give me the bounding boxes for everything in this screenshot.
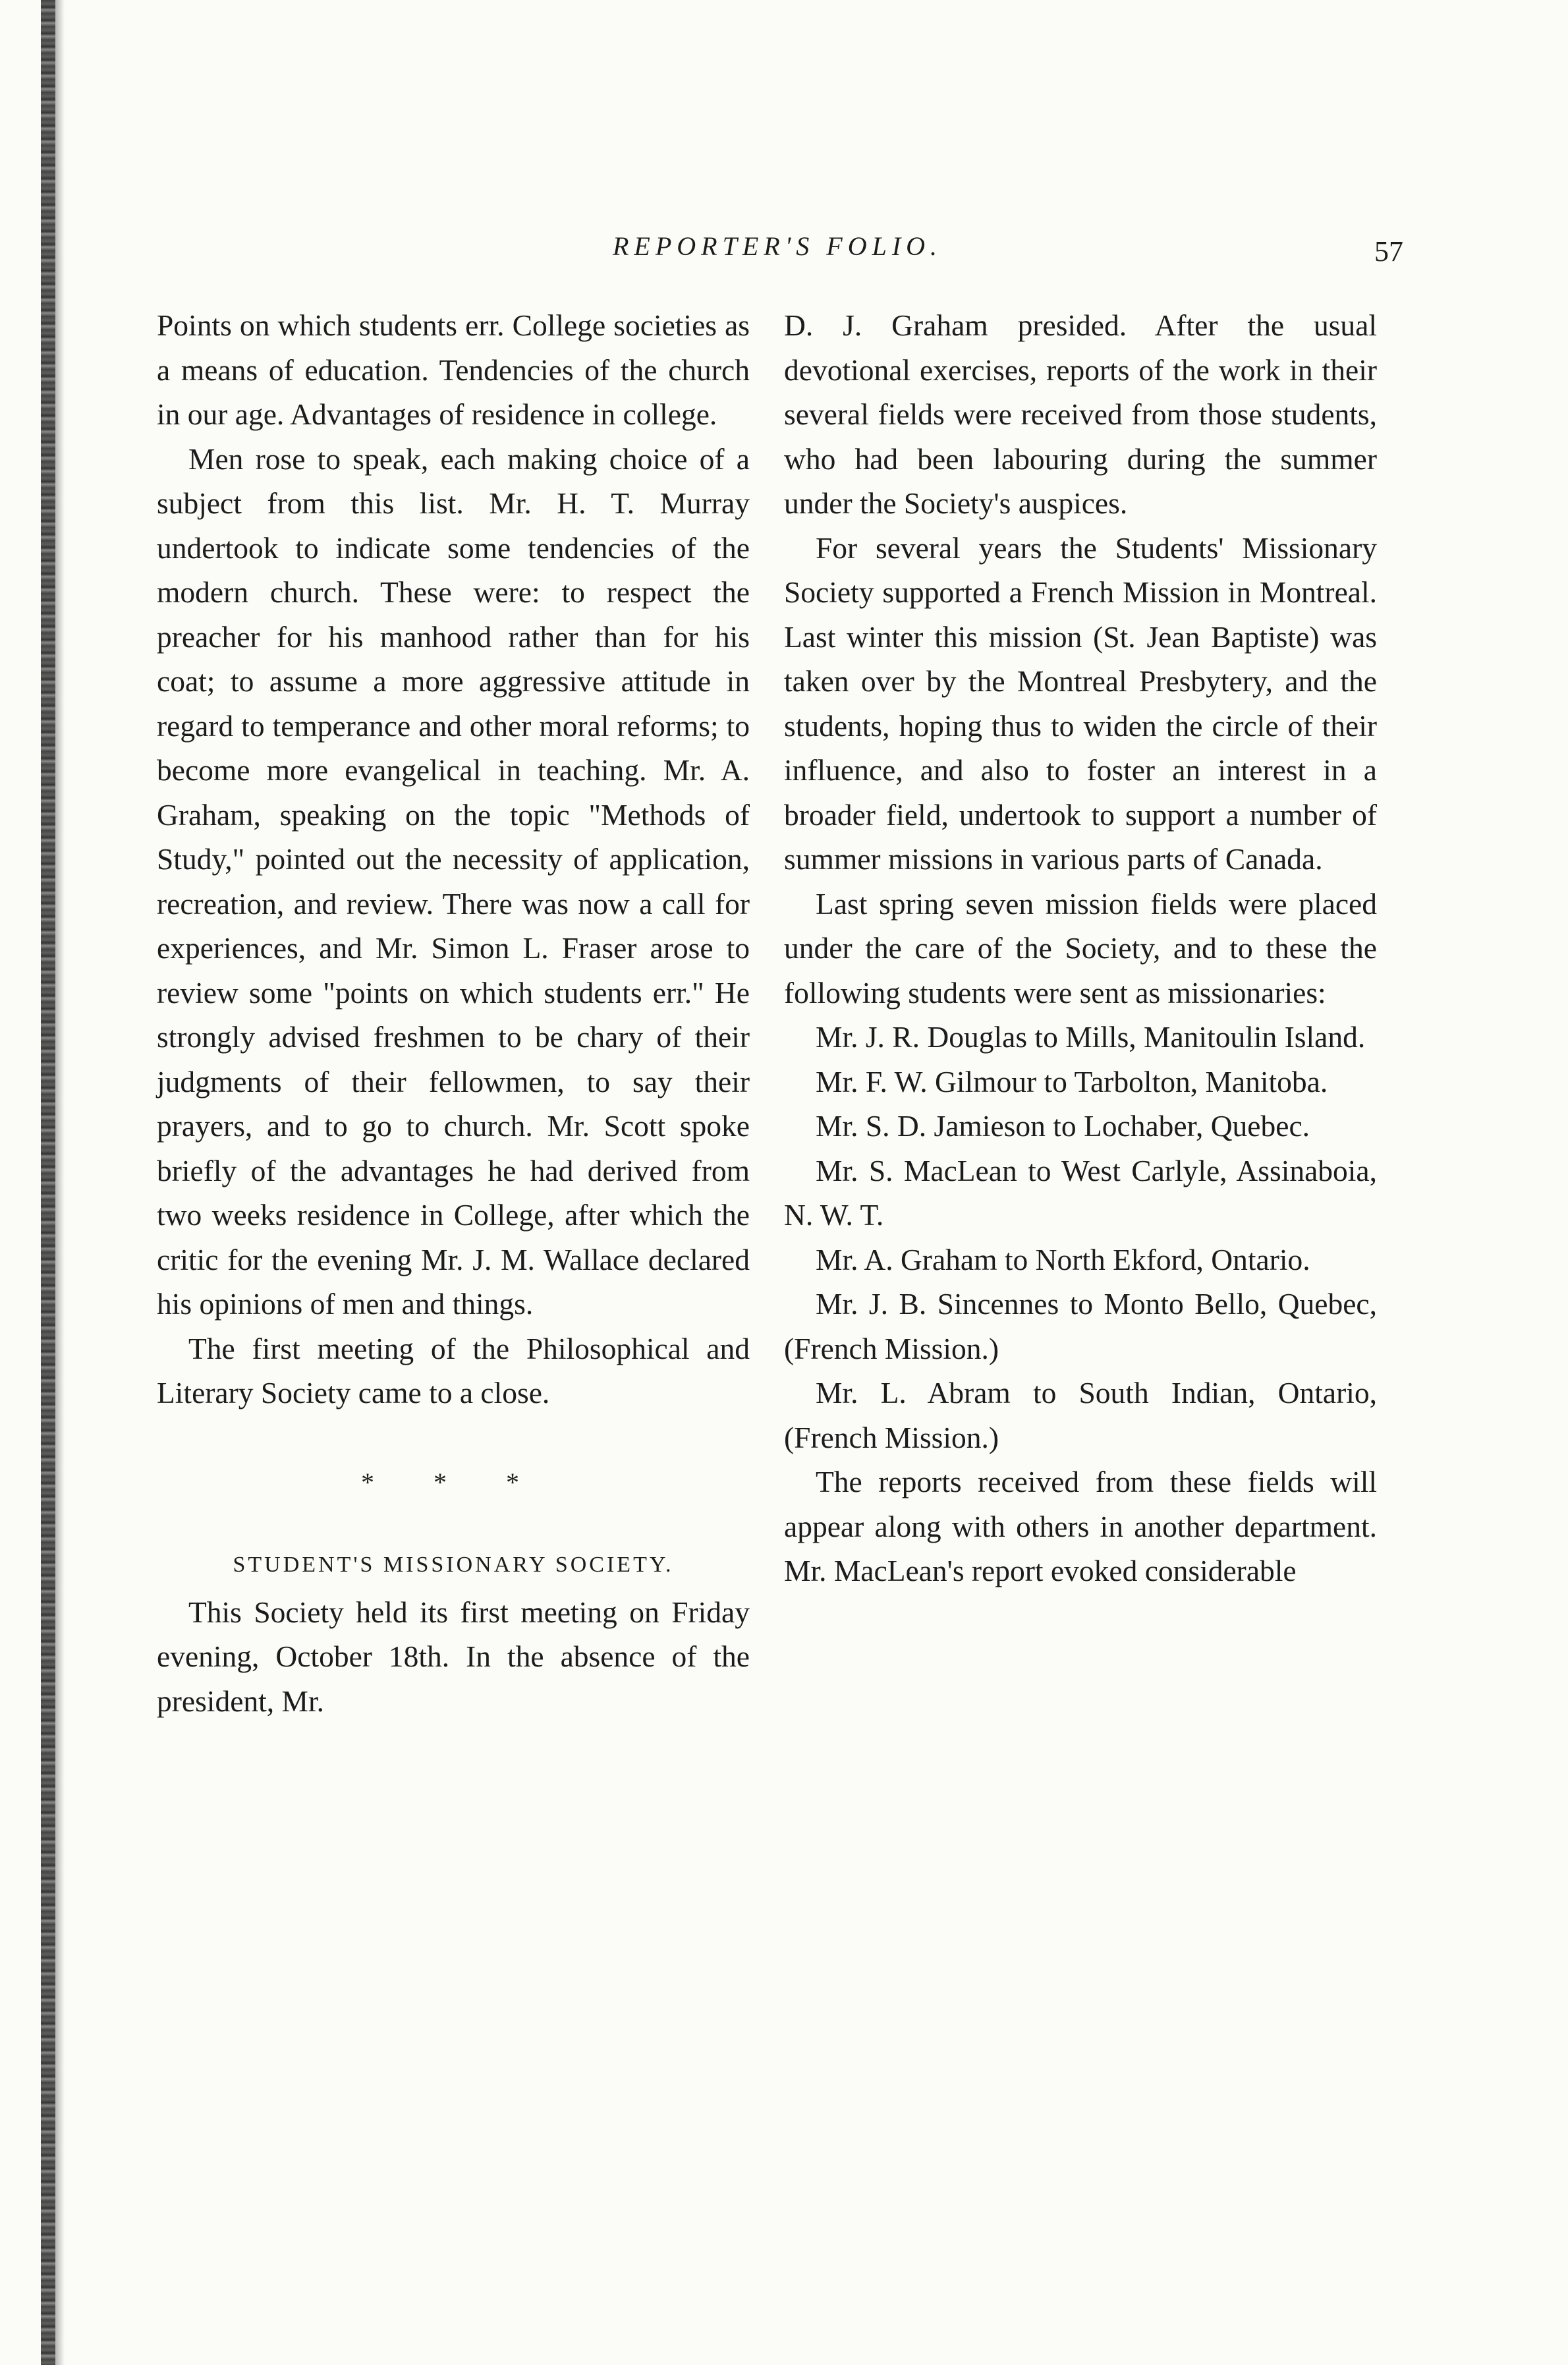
missionary-entry: Mr. J. R. Douglas to Mills, Manitoulin Island. [816, 1020, 1366, 1054]
paragraph: The first meeting of the Philosophical and Literary Society came to a close. [157, 1331, 750, 1410]
running-head: REPORTER'S FOLIO. [612, 231, 943, 261]
missionary-entry: Mr. S. D. Jamieson to Lochaber, Quebec. [816, 1109, 1310, 1143]
missionary-entry: Mr. S. MacLean to West Carlyle, Assinaboia, N. W. T. [784, 1153, 1377, 1232]
right-column [784, 303, 1377, 1593]
page-header [152, 231, 1403, 277]
paragraph: This Society held its first meeting on Friday evening, October 18th. In the absence of the president, Mr. [157, 1595, 750, 1718]
paragraph: For several years the Students' Missionary Society supported a French Mission in Montreal. Last winter this mission (St. Jean Baptiste) was taken over by the Montreal Presbytery, and the students, hoping thus to widen the circle of their influence, and also to foster an interest in a broader field, undertook to support a number of summer missions in various parts of Canada. [784, 530, 1377, 876]
paragraph: D. J. Graham presided. After the usual devotional exercises, reports of the work in their several fields were received from those students, who had been labouring during the summer under the Society's auspices. [784, 308, 1377, 520]
paragraph: Men rose to speak, each making choice of a subject from this list. Mr. H. T. Murray undertook to indicate some tendencies of the modern church. These were: to respect the preacher for his manhood rather than for his coat; to assume a more aggressive attitude in regard to temperance and other moral reforms; to become more evangelical in teaching. Mr. A. Graham, speaking on the topic "Methods of Study," pointed out the necessity of application, recreation, and review. There was now a call for experiences, and Mr. Simon L. Fraser arose to review some "points on which students err." He strongly advised freshmen to be chary of their judgments of their fellowmen, to say their prayers, and to go to church. Mr. Scott spoke briefly of the advantages he had derived from two weeks residence in College, after which the critic for the evening Mr. J. M. Wallace declared his opinions of men and things. [157, 442, 750, 1321]
missionary-entry: Mr. J. B. Sincennes to Monto Bello, Quebec, (French Mission.) [784, 1287, 1377, 1365]
missionary-entry: Mr. F. W. Gilmour to Tarbolton, Manitoba. [816, 1064, 1328, 1098]
binding-edge [41, 0, 55, 2365]
missionary-entry: Mr. A. Graham to North Ekford, Ontario. [816, 1242, 1310, 1276]
paragraph: Points on which students err. College societies as a means of education. Tendencies of the church in our age. Advantages of residence in college. [157, 308, 750, 431]
binding-shadow [55, 0, 65, 2365]
section-heading: STUDENT'S MISSIONARY SOCIETY. [233, 1553, 674, 1577]
missionary-entry: Mr. L. Abram to South Indian, Ontario, (French Mission.) [784, 1376, 1377, 1454]
page-number: 57 [1374, 235, 1403, 268]
section-divider-stars: * * * [361, 1467, 546, 1497]
paragraph: The reports received from these fields will appear along with others in another department. Mr. MacLean's report evoked considerable [784, 1465, 1377, 1587]
paragraph: Last spring seven mission fields were placed under the care of the Society, and to these the following students were sent as missionaries: [784, 886, 1377, 1010]
left-column [157, 303, 750, 1723]
